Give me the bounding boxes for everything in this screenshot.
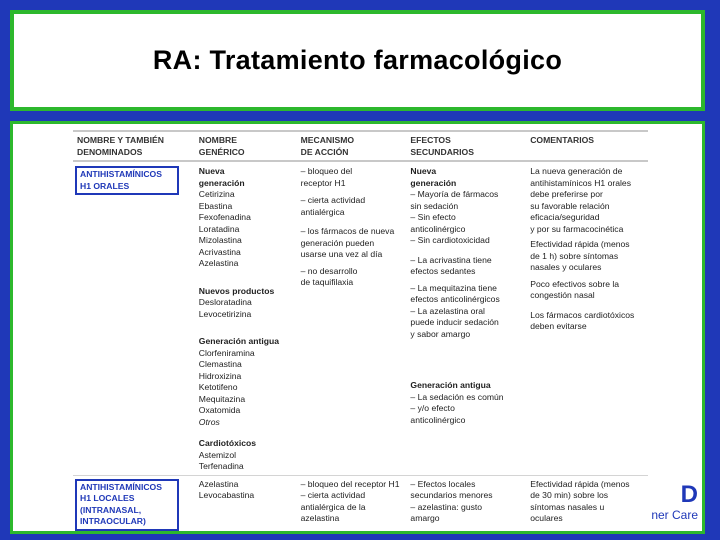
drug-name: Loratadina [198,223,240,234]
header-effects-col [408,135,528,158]
header-mechanism-col [299,135,409,158]
mechanism-text: – cierta actividad [300,195,366,205]
drug-name: Clorfeniramina [198,347,255,358]
mechanism-text: azelastina [300,513,340,523]
oral-category-cell [73,166,197,473]
drug-name: Desloratadina [198,297,252,307]
category-text: (INTRANASAL, [80,504,142,515]
comment-text: debe preferirse por [530,189,603,199]
subgroup-title: Nueva generación [198,166,245,188]
comment-text: oculares [530,513,563,523]
comment-text: Los fármacos cardiotóxicos [530,309,635,320]
header-text: COMENTARIOS [530,135,595,145]
table-header-row [73,130,648,162]
drug-name: Clemastina [198,359,242,369]
comment-text: eficacia/seguridad [530,212,600,222]
drug-name: Hidroxizina [198,370,242,381]
header-name-col [73,135,197,158]
comment-text: Efectividad rápida (menos [530,478,630,489]
drug-name: Oxatomida [198,405,241,415]
effect-text: anticolinérgico [410,414,466,425]
comment-text: antihistamínicos H1 orales [530,177,632,188]
drug-name: Acrivastina [198,246,241,257]
mechanism-text: – bloqueo del [300,166,353,176]
drug-name: Levocabastina [198,490,255,500]
drug-name: Cetirizina [198,189,235,199]
title-panel [10,10,705,111]
effect-text: – Sin efecto [410,212,456,222]
effect-text: puede inducir sedación [410,317,499,327]
oral-generic-cell [197,166,299,473]
mechanism-text: usarse una vez al día [300,249,383,259]
drug-name: Otros [198,416,220,427]
comment-text: Poco efectivos sobre la [530,278,620,289]
category-text: ANTIHISTAMÍNICOS [80,169,162,179]
header-text: NOMBRE Y TAMBIÉN [77,135,164,145]
effect-text: – y/o efecto [410,403,455,413]
comment-text: síntomas nasales u [530,501,605,512]
oral-mechanism-cell [299,166,409,473]
subgroup-title: Generación antigua [198,336,280,346]
header-text: NOMBRE [198,135,237,145]
header-generic-col [197,135,299,158]
local-category-box [75,479,179,531]
effect-text: amargo [410,513,440,523]
local-effects-cell [408,479,528,531]
category-text: H1 ORALES [80,180,130,191]
local-comments-cell [528,479,648,531]
comment-text: y por su farmacocinética [530,223,624,234]
mechanism-text: antialérgica de la [300,501,366,512]
comment-text: nasales y oculares [530,262,602,272]
oral-section-row [73,166,648,473]
oral-category-box [75,166,179,195]
logo-letter: D [680,481,698,508]
mechanism-text: generación pueden [300,237,375,248]
effect-text: – La azelastina oral [410,305,485,316]
header-text: EFECTOS [410,135,451,145]
drug-name: Ketotifeno [198,382,238,392]
mechanism-text: – cierta actividad [300,490,366,500]
drug-name: Ebastina [198,200,233,211]
header-text: DENOMINADOS [77,146,143,157]
subgroup-title: Generación antigua [410,380,491,390]
slide-title: RA: Tratamiento farmacológico [152,45,563,75]
effect-text: – La acrivastina tiene [410,254,492,265]
local-section-row [73,479,648,531]
drug-name: Azelastina [198,478,239,489]
partial-logo [638,482,698,534]
mechanism-text: de taquifilaxia [300,277,354,287]
header-text: SECUNDARIOS [410,146,474,157]
oral-comments-cell [528,166,648,473]
mechanism-text: – los fármacos de nueva [300,226,395,236]
effect-text: sin sedación [410,200,459,211]
effect-text: – Sin cardiotoxicidad [410,235,490,245]
oral-effects-cell [408,166,528,473]
local-generic-cell [197,479,299,531]
header-text: DE ACCIÓN [300,146,349,157]
category-text: H1 LOCALES [80,493,135,503]
drug-name: Mequitazina [198,393,246,404]
content-panel [10,121,705,534]
effect-text: – La mequitazina tiene [410,282,497,293]
mechanism-text: antialérgica [300,206,345,217]
effect-text: – Efectos locales [410,478,476,489]
comment-text: congestión nasal [530,290,595,300]
effect-text: efectos anticolinérgicos [410,294,500,304]
drug-name: Astemizol [198,449,237,460]
section-divider [73,475,648,476]
drug-name: Terfenadina [198,461,244,471]
mechanism-text: – bloqueo del receptor H1 [300,478,400,489]
mechanism-text: – no desarrollo [300,265,358,276]
logo-text: ner Care [651,508,698,522]
local-category-cell [73,479,197,531]
subgroup-title: Nuevos productos [198,285,275,296]
drug-name: Mizolastina [198,235,242,245]
mechanism-text: receptor H1 [300,177,346,188]
category-text: ANTIHISTAMÍNICOS [80,481,162,492]
subgroup-title: Nueva generación [410,166,457,188]
drug-name: Levocetirizina [198,308,252,319]
comment-text: de 30 min) sobre los [530,490,609,500]
comment-text: de 1 h) sobre síntomas [530,250,619,261]
local-mechanism-cell [299,479,409,531]
effect-text: – azelastina: gusto [410,501,483,512]
header-text: GENÉRICO [198,146,245,157]
header-comments-col [528,135,648,158]
comment-text: su favorable relación [530,200,610,211]
subgroup-title: Cardiotóxicos [198,438,257,448]
comment-text: La nueva generación de [530,166,623,176]
effect-text: y sabor amargo [410,328,471,339]
effect-text: – Mayoría de fármacos [410,189,499,199]
effect-text: anticolinérgico [410,223,466,234]
comment-text: deben evitarse [530,321,587,331]
drug-name: Azelastina [198,258,239,268]
effect-text: efectos sedantes [410,266,476,276]
category-text: INTRAOCULAR) [80,516,146,526]
comment-text: Efectividad rápida (menos [530,239,630,249]
drug-name: Fexofenadina [198,212,251,222]
effect-text: – La sedación es común [410,391,504,402]
header-text: MECANISMO [300,135,355,145]
effect-text: secundarios menores [410,490,493,500]
treatment-table [73,130,648,531]
